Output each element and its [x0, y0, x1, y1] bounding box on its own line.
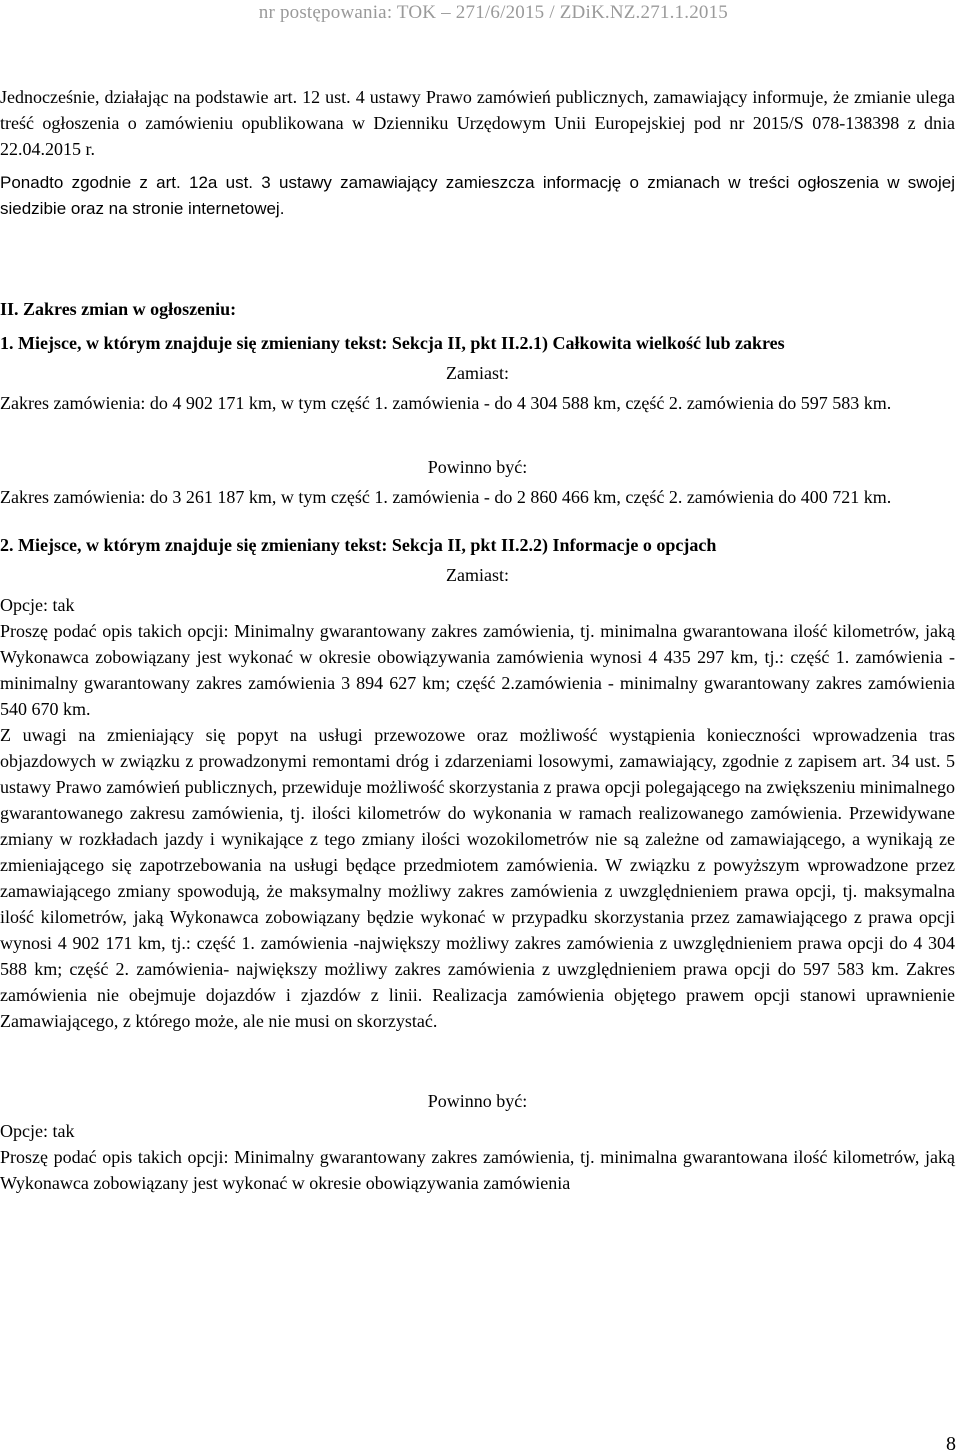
document-body	[0, 84, 955, 1196]
change-2-should-text-1: Proszę podać opis takich opcji: Minimalny gwarantowany zakres zamówienia, tj. minimalna gwarantowana ilość kilometrów, jaką Wykonawca zobowiązany jest wykonać w okresie obowiązywania zamówienia	[0, 1147, 955, 1193]
change-2-instead-text-2: Z uwagi na zmieniający się popyt na usługi przewozowe oraz możliwość wystąpienia konieczności wprowadzenia tras objazdowych w związku z prowadzonymi remontami dróg i zdarzeniami losowymi, zamawiający, zgodnie z zapisem art. 34 ust. 5 ustawy Prawo zamówień publicznych, przewiduje możliwość skorzystania z prawa opcji polegającego na zwiększeniu minimalnego gwarantowanego zakresu zamówienia, tj. ilości kilometrów do wykonania w ramach realizowanego zamówienia. Przewidywane zmiany w rozkładach jazdy i wynikające z tego zmiany ilości wozokilometrów nie są zależne od zamawiającego, a wynikają ze zmieniającego się zapotrzebowania na usługi będące przedmiotem zamówienia. W związku z powyższym wprowadzone przez zamawiającego zmiany spowodują, że maksymalny możliwy zakres zamówienia z uwzględnieniem prawa opcji, tj. maksymalna ilość kilometrów, jaką Wykonawca zobowiązany będzie wykonać w przypadku skorzystania przez zamawiającego z prawa opcji wynosi 4 902 171 km, tj.: część 1. zamówienia -największy możliwy zakres zamówienia z uwzględnieniem prawa opcji do 4 304 588 km; część 2. zamówienia- największy możliwy zakres zamówienia z uwzględnieniem prawa opcji do 597 583 km. Zakres zamówienia nie obejmuje dojazdów i zjazdów z linii. Realizacja zamówienia objętego prawem opcji stanowi uprawnienie Zamawiającego, z którego może, ale nie musi on skorzystać.	[0, 725, 955, 1031]
publication-notice-paragraph: Ponadto zgodnie z art. 12a ust. 3 ustawy zamawiający zamieszcza informację o zmianach w treści ogłoszenia w swojej siedzibie oraz na stronie internetowej.	[0, 173, 955, 218]
change-1-instead-label: Zamiast:	[446, 363, 509, 383]
page-number: 8	[946, 1433, 956, 1455]
change-2-should-label: Powinno być:	[427, 1091, 528, 1111]
change-1-heading: 1. Miejsce, w którym znajduje się zmieniany tekst: Sekcja II, pkt II.2.1) Całkowita wielkość lub zakres	[0, 333, 785, 353]
section-title: II. Zakres zmian w ogłoszeniu:	[0, 299, 237, 319]
document-reference-header: nr postępowania: TOK – 271/6/2015 / ZDiK.NZ.271.1.2015	[258, 2, 728, 23]
change-1-should-label: Powinno być:	[427, 457, 528, 477]
intro-paragraph: Jednocześnie, działając na podstawie art. 12 ust. 4 ustawy Prawo zamówień publicznych, zamawiający informuje, że zmianie ulega treść ogłoszenia o zamówieniu opublikowana w Dzienniku Urzędowym Unii Europejskiej pod nr 2015/S 078-138398 z dnia 22.04.2015 r.	[0, 87, 955, 159]
change-1-should-text: Zakres zamówienia: do 3 261 187 km, w tym część 1. zamówienia - do 2 860 466 km, część 2. zamówienia do 400 721 km.	[0, 487, 892, 507]
change-2-heading: 2. Miejsce, w którym znajduje się zmieniany tekst: Sekcja II, pkt II.2.2) Informacje o opcjach	[0, 535, 717, 555]
change-2-instead-text-1: Proszę podać opis takich opcji: Minimalny gwarantowany zakres zamówienia, tj. minimalna gwarantowana ilość kilometrów, jaką Wykonawca zobowiązany jest wykonać w okresie obowiązywania zamówienia wynosi 4 435 297 km, tj.: część 1. zamówienia - minimalny gwarantowany zakres zamówienia 3 894 627 km; część 2.zamówienia - minimalny gwarantowany zakres zamówienia 540 670 km.	[0, 621, 955, 719]
change-2-instead-label: Zamiast:	[446, 565, 509, 585]
change-2-should-options: Opcje: tak	[0, 1121, 75, 1141]
change-1-instead-text: Zakres zamówienia: do 4 902 171 km, w tym część 1. zamówienia - do 4 304 588 km, część 2. zamówienia do 597 583 km.	[0, 393, 892, 413]
change-2-instead-options: Opcje: tak	[0, 595, 75, 615]
